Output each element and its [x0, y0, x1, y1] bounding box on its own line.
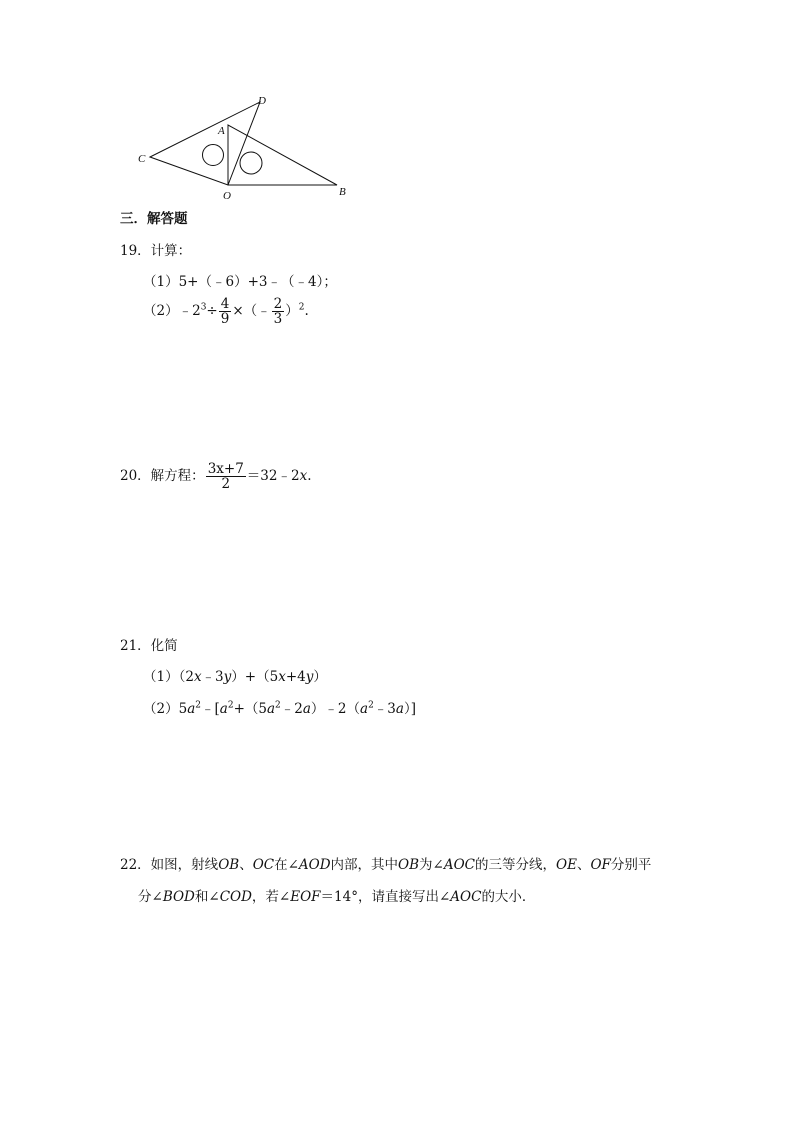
- q22-l2-d: ＝14°，请直接写出∠: [320, 889, 451, 905]
- q21-p1-e: ）: [313, 669, 327, 685]
- q22-l1-h: 分别平: [610, 857, 652, 873]
- q21-p1-d: +4: [285, 669, 306, 685]
- q21-p1-y2: y: [305, 669, 314, 685]
- q19-f2-den: 3: [273, 311, 283, 328]
- q20-rhs: ＝32﹣2: [246, 468, 300, 485]
- q22-l1-aoc: AOC: [443, 857, 476, 873]
- label-b: B: [339, 186, 346, 198]
- q22-l1-g: 、: [576, 857, 591, 873]
- q22-l2-eof: EOF: [290, 889, 321, 905]
- q22-l1-ob: OB: [218, 857, 240, 873]
- q19-f1-num: 4: [220, 296, 230, 312]
- q21-p2-h: ）]: [403, 701, 416, 717]
- geometry-figure: [130, 92, 360, 204]
- q21-p1-x2: x: [278, 669, 286, 685]
- q19-f1-den: 9: [220, 311, 230, 328]
- q19-part1: （1）5+（﹣6）+3﹣（﹣4）；: [143, 274, 337, 290]
- q22-l1-of: OF: [590, 857, 611, 873]
- q21-p2-d: ﹣2: [280, 701, 303, 717]
- q20-end: .: [307, 468, 312, 485]
- q22-l1-e: 为∠: [419, 857, 444, 873]
- q21-p1-y1: y: [223, 669, 232, 685]
- q21-p2-e3: 2: [275, 700, 281, 711]
- q19-p2-close: ）: [285, 303, 299, 320]
- q22-l2-c: ，若∠: [251, 889, 291, 905]
- q21-p1-a: （1）（2: [143, 669, 194, 685]
- q20-num: 3x+7: [207, 461, 244, 477]
- q19-p2-end: .: [304, 303, 309, 320]
- q20-den: 2: [221, 476, 231, 493]
- q21-stem: 21．化简: [120, 638, 178, 654]
- q19-stem: 19．计算：: [120, 243, 192, 259]
- q21-p2-v3: a: [266, 701, 276, 717]
- q21-p1-c: ）+（5: [231, 669, 279, 685]
- label-c: C: [138, 153, 146, 165]
- q22-line1: [120, 853, 651, 873]
- q22-l2-cod: COD: [219, 889, 252, 905]
- q21-p2-v2: a: [219, 701, 228, 717]
- q19-f2-num: 2: [273, 296, 283, 312]
- q21-p2-b: ﹣[: [200, 701, 220, 717]
- q21-p2-v1: a: [187, 701, 196, 717]
- q22-l2-a: 分∠: [138, 889, 163, 905]
- q22-l1-oc: OC: [252, 857, 275, 873]
- q21-p2-g: ﹣3: [373, 701, 396, 717]
- q22-l1-d: 内部，其中: [330, 857, 399, 873]
- triangle-cod: [150, 102, 260, 185]
- triangle-hole-right: [240, 152, 262, 174]
- q22-l1-b: 、: [239, 857, 253, 873]
- q21-p1-x1: x: [193, 669, 202, 685]
- q21-p2-f: ）﹣2（: [310, 701, 361, 717]
- q19-p2-prefix: （2）﹣2: [143, 303, 201, 320]
- q19-part2: [143, 297, 309, 326]
- label-o: O: [223, 190, 231, 202]
- q19-p2-times: ×（﹣: [232, 303, 271, 320]
- q22-l1-oe: OE: [556, 857, 577, 873]
- label-a: A: [218, 125, 225, 137]
- q20-stem: 20．解方程：: [120, 468, 205, 485]
- q21-p2-e5: 2: [368, 700, 374, 711]
- q22-l2-aoc: AOC: [450, 889, 482, 905]
- triangle-hole-left: [203, 145, 224, 166]
- label-d: D: [258, 95, 266, 107]
- q22-l1-ob2: OB: [398, 857, 420, 873]
- triangle-aob: [228, 125, 337, 185]
- q19-p2-exp: 3: [200, 302, 207, 313]
- q21-p2-e2: 2: [227, 700, 234, 711]
- q21-part2: [143, 697, 416, 717]
- q22-l2-e: 的大小．: [481, 889, 536, 905]
- section-title: 三．解答题: [120, 211, 188, 227]
- q21-p2-v4: a: [302, 701, 311, 717]
- q22-l1-a: 22．如图，射线: [120, 857, 219, 873]
- q21-p2-a: （2）5: [143, 701, 188, 717]
- q22-l1-aod: AOD: [298, 857, 331, 873]
- q22-l1-c: 在∠: [274, 857, 299, 873]
- q19-fraction-2: [272, 297, 285, 326]
- q21-p2-c: +（5: [233, 701, 267, 717]
- q21-p2-v5: a: [360, 701, 369, 717]
- q22-l2-bod: BOD: [162, 889, 195, 905]
- q20-fraction: [206, 462, 246, 491]
- q22-line2: [138, 885, 535, 905]
- q20: [120, 462, 312, 491]
- q21-p1-b: ﹣3: [201, 669, 224, 685]
- q19-p2-exp2: 2: [298, 302, 305, 313]
- q22-l2-b: 和∠: [194, 889, 220, 905]
- q19-fraction-1: [219, 297, 232, 326]
- q20-var: x: [299, 468, 308, 485]
- q21-p2-v6: a: [395, 701, 404, 717]
- q19-p2-div: ÷: [206, 303, 218, 320]
- q21-p2-e1: 2: [195, 700, 201, 711]
- q21-part1: [143, 665, 327, 685]
- q22-l1-f: 的三等分线，: [475, 857, 557, 873]
